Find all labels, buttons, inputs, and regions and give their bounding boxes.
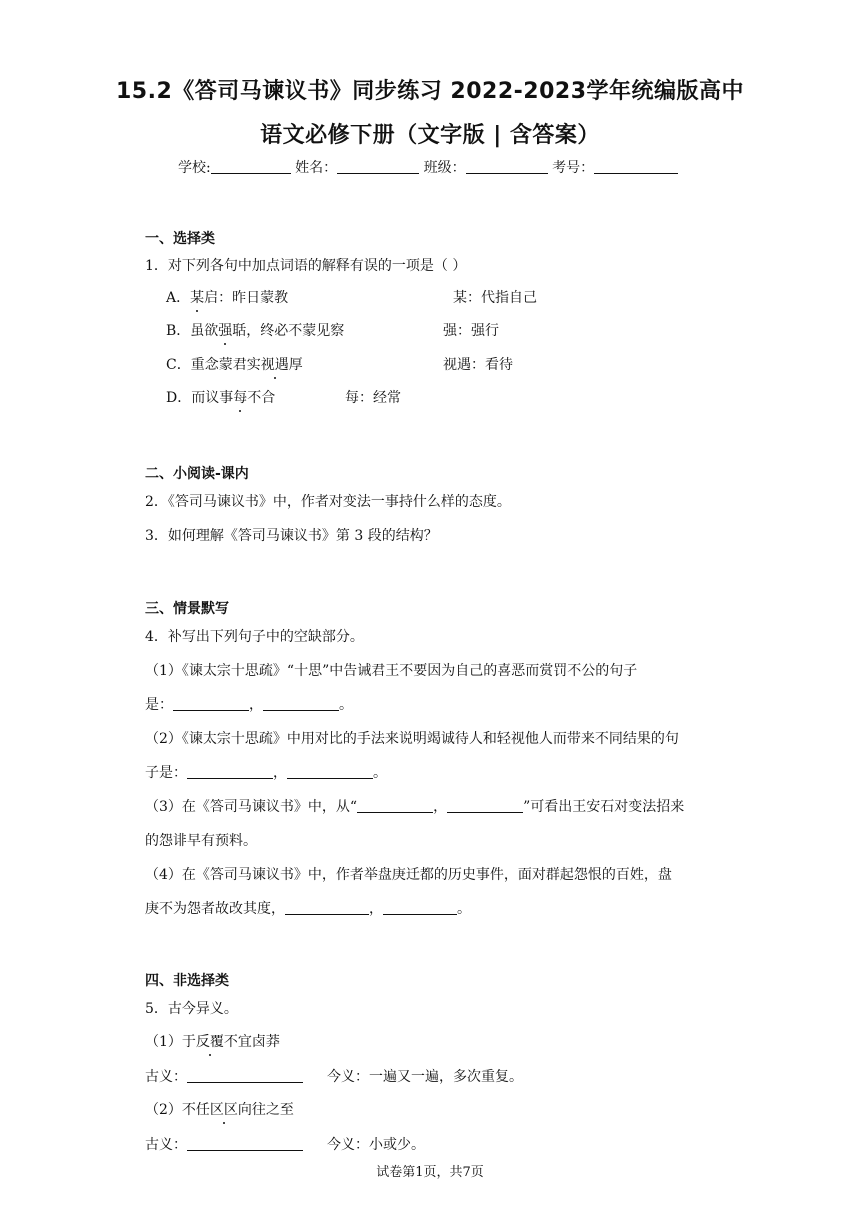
class-field[interactable]: [466, 159, 548, 174]
option-c-text: 厚: [288, 357, 303, 373]
option-b-label: B．虽欲: [166, 323, 219, 339]
option-a-gloss: 某：代指自己: [453, 290, 537, 306]
option-b[interactable]: [166, 320, 344, 340]
q5-part-2-tail: 向往之至: [237, 1102, 294, 1118]
q5-part-2-answer: [145, 1134, 425, 1154]
student-info-row: [178, 157, 678, 177]
answer-blank[interactable]: [447, 798, 523, 813]
q4-part-4-line-2: [145, 898, 471, 918]
title-line-2: 语文必修下册（文字版 | 含答案）: [260, 123, 600, 148]
comma: ，: [249, 697, 263, 713]
q4-part-1-line-1: （1）《谏太宗十思疏》“十思”中告诫君王不要因为自己的喜恶而赏罚不公的句子: [145, 663, 638, 679]
option-a-text: 启：昨日蒙教: [204, 290, 289, 306]
q4-part-3-line-1: [145, 796, 684, 816]
comma: ，: [369, 901, 383, 917]
title-line-1: 15.2《答司马谏议书》同步练习 2022-2023学年统编版高中: [115, 79, 745, 104]
ancient-meaning-label: 古义：: [145, 1137, 187, 1153]
q5-part-1-tail: 不宜卤莽: [223, 1034, 280, 1050]
period: 。: [373, 765, 387, 781]
q4-part-3-tail: ”可看出王安石对变法招来: [523, 799, 685, 815]
comma: ，: [433, 799, 448, 815]
option-d-text: 不合: [247, 390, 276, 406]
q5-part-1-answer: [145, 1066, 523, 1086]
q5-part-1-lead: （1）于: [145, 1034, 196, 1050]
q4-part-1-line-2: [145, 694, 353, 714]
q5-part-2-lead: （2）不任: [145, 1102, 210, 1118]
period: 。: [457, 901, 471, 917]
question-4: 4．补写出下列句子中的空缺部分。: [145, 629, 364, 645]
option-d-label: D．而议事: [166, 390, 234, 406]
period: 。: [339, 697, 353, 713]
option-d-gloss: 每：经常: [345, 390, 401, 406]
option-d-dotted-word: 每: [233, 387, 247, 407]
section-1-heading: 一、选择类: [145, 231, 215, 247]
option-b-text: 聒，终必不蒙见察: [232, 323, 345, 339]
name-label: 姓名：: [295, 160, 338, 176]
option-a-label: A．: [166, 290, 191, 306]
q4-part-2-lead: 子是：: [145, 765, 187, 781]
school-field[interactable]: [211, 159, 291, 174]
q5-part-1-dotted-word: 反覆: [196, 1031, 224, 1051]
answer-blank[interactable]: [263, 696, 339, 711]
question-2: 2．《答司马谏议书》中，作者对变法一事持什么样的态度。: [145, 494, 511, 510]
q4-part-3-lead: （3）在《答司马谏议书》中，从“: [145, 799, 358, 815]
modern-meaning: 今义：一遍又一遍，多次重复。: [327, 1069, 523, 1085]
section-3-heading: 三、情景默写: [145, 601, 229, 617]
q4-part-2-line-1: （2）《谏太宗十思疏》中用对比的手法来说明竭诚待人和轻视他人而带来不同结果的句: [145, 731, 679, 747]
question-5: 5．古今异义。: [145, 1001, 238, 1017]
exam-no-field[interactable]: [594, 159, 678, 174]
answer-blank[interactable]: [287, 764, 373, 779]
question-1: 1．对下列各句中加点词语的解释有误的一项是（ ）: [145, 258, 467, 274]
question-3: 3．如何理解《答司马谏议书》第 3 段的结构？: [145, 528, 438, 544]
q4-part-1-lead: 是：: [145, 697, 173, 713]
option-c-gloss: 视遇：看待: [443, 357, 513, 373]
answer-blank[interactable]: [187, 764, 273, 779]
option-c-dotted-word: 视遇: [261, 354, 289, 374]
modern-meaning: 今义：小或少。: [327, 1137, 425, 1153]
exam-no-label: 考号：: [552, 160, 595, 176]
school-label: 学校:: [178, 160, 211, 176]
ancient-meaning-label: 古义：: [145, 1069, 187, 1085]
option-a[interactable]: [166, 287, 288, 307]
answer-blank[interactable]: [187, 1136, 303, 1151]
page-footer: 试卷第1页，共7页: [376, 1165, 484, 1180]
answer-blank[interactable]: [383, 900, 457, 915]
option-c[interactable]: [166, 354, 303, 374]
option-c-label: C．重念蒙君实: [166, 357, 261, 373]
option-d[interactable]: [166, 387, 275, 407]
q4-part-4-lead: 庚不为怨者故改其度，: [145, 901, 285, 917]
q4-part-4-line-1: （4）在《答司马谏议书》中，作者举盘庚迁都的历史事件，面对群起怨恨的百姓，盘: [145, 867, 672, 883]
option-b-gloss: 强：强行: [443, 323, 499, 339]
answer-blank[interactable]: [187, 1068, 303, 1083]
answer-blank[interactable]: [285, 900, 369, 915]
section-2-heading: 二、小阅读-课内: [145, 466, 249, 482]
option-b-dotted-word: 强: [218, 320, 232, 340]
name-field[interactable]: [337, 159, 419, 174]
answer-blank[interactable]: [357, 798, 433, 813]
q4-part-2-line-2: [145, 762, 387, 782]
q5-part-2-dotted-word: 区区: [210, 1099, 238, 1119]
section-4-heading: 四、非选择类: [145, 973, 229, 989]
q5-part-2: [145, 1099, 294, 1119]
class-label: 班级：: [423, 160, 466, 176]
q5-part-1: [145, 1031, 280, 1051]
comma: ，: [273, 765, 287, 781]
answer-blank[interactable]: [173, 696, 249, 711]
option-a-dotted-word: 某: [190, 287, 204, 307]
q4-part-3-line-2: 的怨诽早有预料。: [145, 833, 257, 849]
